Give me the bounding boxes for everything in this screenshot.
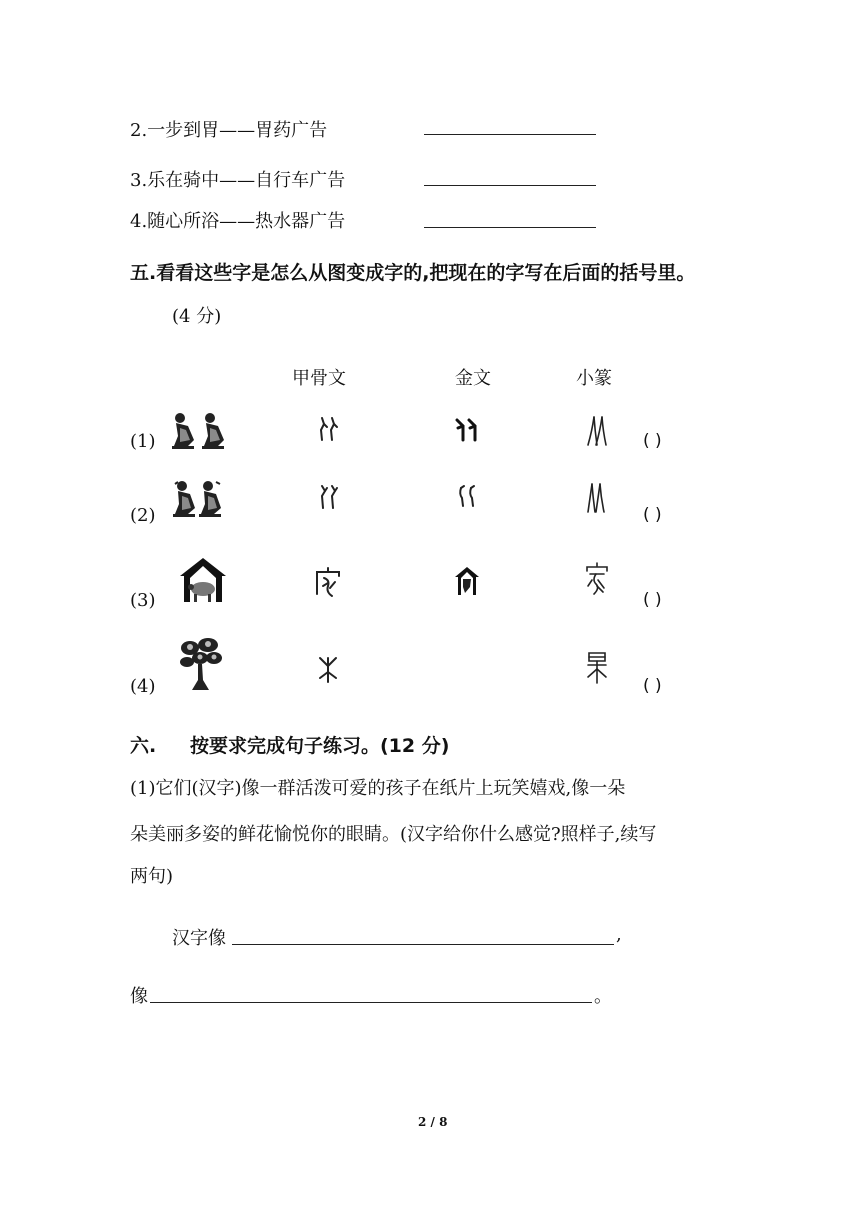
answer-parens-1[interactable]: ( ) [643,431,662,451]
section5-score: (4 分) [172,306,222,327]
answer-parens-4[interactable]: ( ) [643,676,662,696]
page-number: 2 / 8 [418,1115,448,1129]
ad-item-3: 3.乐在骑中——自行车广告 [130,170,346,191]
row-label-4: (4) [130,676,156,697]
fill-line1-suffix: , [616,924,622,945]
row-label-2: (2) [130,505,156,526]
fill-line1-prefix: 汉字像 [172,928,226,949]
row-label-3: (3) [130,590,156,611]
ad-item-4: 4.随心所浴——热水器广告 [130,211,346,232]
oracle-glyph-1 [318,416,340,442]
answer-blank-4[interactable] [424,227,596,228]
seal-glyph-2 [586,482,608,514]
bronze-glyph-3 [453,565,481,597]
seal-glyph-1 [586,415,608,447]
people-group-icon [170,478,228,518]
bronze-glyph-2 [457,484,479,508]
exercise-paragraph-line2: 朵美丽多姿的鲜花愉悦你的眼睛。(汉字给你什么感觉?照样子,续写 [130,824,657,845]
bronze-glyph-1 [455,416,481,442]
exercise-paragraph-line3: 两句) [130,866,174,887]
fill-line2-prefix: 像 [130,986,148,1007]
oracle-glyph-3 [314,566,342,598]
seal-glyph-3 [584,562,610,596]
tree-icon [178,636,224,692]
two-people-following-icon [170,410,228,450]
column-header-seal: 小篆 [576,368,612,389]
section6-title: 按要求完成句子练习。(12 分) [190,735,450,757]
answer-blank-3[interactable] [424,185,596,186]
oracle-glyph-4 [316,654,340,684]
seal-glyph-4 [584,649,610,685]
fill-line2-suffix: 。 [594,986,612,1007]
section5-title: 五.看看这些字是怎么从图变成字的,把现在的字写在后面的括号里。 [130,262,696,284]
row-label-1: (1) [130,431,156,452]
answer-blank-2[interactable] [424,134,596,135]
column-header-bronze: 金文 [455,368,491,389]
oracle-glyph-2 [318,484,340,510]
answer-parens-2[interactable]: ( ) [643,505,662,525]
column-header-oracle: 甲骨文 [292,368,346,389]
exercise-paragraph-line1: (1)它们(汉字)像一群活泼可爱的孩子在纸片上玩笑嬉戏,像一朵 [130,778,626,799]
pig-under-roof-icon [178,556,228,604]
section6-number: 六. [130,735,157,757]
fill-line2-blank[interactable] [150,1002,592,1003]
ad-item-2: 2.一步到胃——胃药广告 [130,120,328,141]
answer-parens-3[interactable]: ( ) [643,590,662,610]
fill-line1-blank[interactable] [232,944,614,945]
